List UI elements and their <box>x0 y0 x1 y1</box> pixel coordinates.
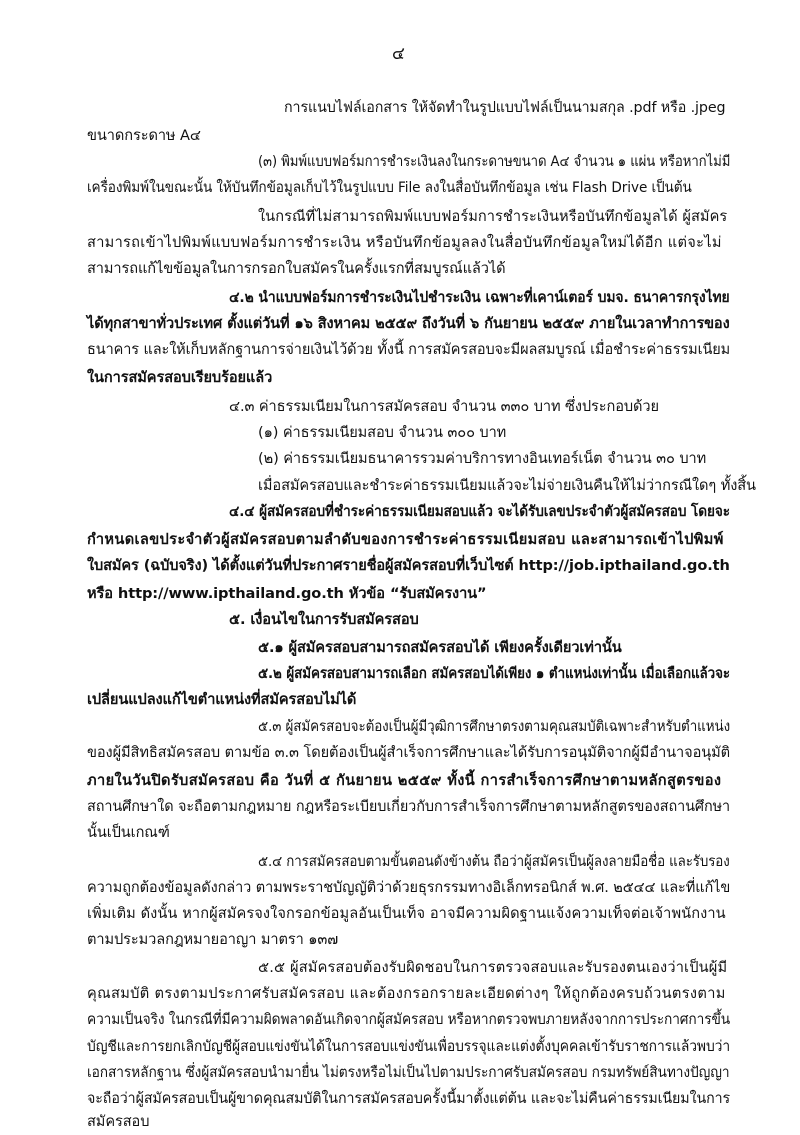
text-line: (๑) ค่าธรรมเนียมสอบ จำนวน ๓๐๐ บาท <box>258 424 507 441</box>
text-line: สมัครสอบ <box>87 1113 150 1130</box>
text-line: ๕.๔ การสมัครสอบตามขั้นตอนดังข้างต้น ถือว่าผู้สมัครเป็นผู้ลงลายมือชื่อ และรับรอง <box>258 853 730 870</box>
text-line: ๕.๓ ผู้สมัครสอบจะต้องเป็นผู้มีวุฒิการศึกษาตรงตามคุณสมบัติเฉพาะสำหรับตำแหน่ง <box>258 718 731 735</box>
page-number: ๔ <box>392 44 405 64</box>
text-line: ๕.๕ ผู้สมัครสอบต้องรับผิดชอบในการตรวจสอบและรับรองตนเองว่าเป็นผู้มี <box>258 959 728 976</box>
text-line: ในการสมัครสอบเรียบร้อยแล้ว <box>87 369 273 386</box>
text-line: จะถือว่าผู้สมัครสอบเป็นผู้ขาดคุณสมบัติในการสมัครสอบครั้งนี้มาตั้งแต่ต้น และจะไม่คืนค่าธรรมเนียมในการ <box>87 1090 731 1107</box>
text-line: ได้ทุกสาขาทั่วประเทศ ตั้งแต่วันที่ ๑๖ สิงหาคม ๒๕๕๙ ถึงวันที่ ๖ กันยายน ๒๕๕๙ ภายในเวลาทำการของ <box>87 315 730 332</box>
text-line: เครื่องพิมพ์ในขณะนั้น ให้บันทึกข้อมูลเก็บไว้ในรูปแบบ File ลงในสื่อบันทึกข้อมูล เช่น Flash Drive เป็นต้น <box>87 179 692 196</box>
text-line: เอกสารหลักฐาน ซึ่งผู้สมัครสอบนำมายื่น ไม่ตรงหรือไม่เป็นไปตามประกาศรับสมัครสอบ กรมทรัพย์สินทางปัญญา <box>87 1064 730 1081</box>
text-line: ใบสมัคร (ฉบับจริง) ได้ตั้งแต่วันที่ประกาศรายชื่อผู้สมัครสอบที่เว็บไซต์ http://job.ipthailand.go.th <box>87 557 730 574</box>
text-line: นั้นเป็นเกณฑ์ <box>87 824 170 841</box>
text-line: ๔.๓ ค่าธรรมเนียมในการสมัครสอบ จำนวน ๓๓๐ บาท ซึ่งประกอบด้วย <box>229 398 659 415</box>
text-line: (๒) ค่าธรรมเนียมธนาคารรวมค่าบริการทางอินเทอร์เน็ต จำนวน ๓๐ บาท <box>258 450 707 467</box>
text-line: ๔.๒ นำแบบฟอร์มการชำระเงินไปชำระเงิน เฉพาะที่เคาน์เตอร์ บมจ. ธนาคารกรุงไทย <box>229 289 730 306</box>
text-line: เปลี่ยนแปลงแก้ไขตำแหน่งที่สมัครสอบไม่ได้ <box>87 691 357 708</box>
text-line: หรือ http://www.ipthailand.go.th หัวข้อ “รับสมัครงาน” <box>87 585 487 602</box>
text-line: สามารถแก้ไขข้อมูลในการกรอกใบสมัครในครั้งแรกที่สมบูรณ์แล้วได้ <box>87 260 506 277</box>
text-line: ๔.๔ ผู้สมัครสอบที่ชำระค่าธรรมเนียมสอบแล้ว จะได้รับเลขประจำตัวผู้สมัครสอบ โดยจะ <box>229 503 730 520</box>
text-line: ขนาดกระดาษ A๔ <box>87 127 201 144</box>
text-line: คุณสมบัติ ตรงตามประกาศรับสมัครสอบ และต้องกรอกรายละเอียดต่างๆ ให้ถูกต้องครบถ้วนตรงตาม <box>87 985 726 1002</box>
text-line: ธนาคาร และให้เก็บหลักฐานการจ่ายเงินไว้ด้วย ทั้งนี้ การสมัครสอบจะมีผลสมบูรณ์ เมื่อชำระค่าธรรมเนียม <box>87 341 731 358</box>
text-line: ความถูกต้องข้อมูลดังกล่าว ตามพระราชบัญญัติว่าด้วยธุรกรรมทางอิเล็กทรอนิกส์ พ.ศ. ๒๕๔๔ และที่แก้ไข <box>87 879 731 896</box>
text-line: ตามประมวลกฎหมายอาญา มาตรา ๑๓๗ <box>87 931 339 948</box>
text-line: กำหนดเลขประจำตัวผู้สมัครสอบตามลำดับของการชำระค่าธรรมเนียมสอบ และสามารถเข้าไปพิมพ์ <box>87 531 724 548</box>
text-line: เพิ่มเติม ดังนั้น หากผู้สมัครจงใจกรอกข้อมูลอันเป็นเท็จ อาจมีความผิดฐานแจ้งความเท็จต่อเจ้าพนักงาน <box>87 905 726 922</box>
text-line: บัญชีและการยกเลิกบัญชีผู้สอบแข่งขันได้ในการสอบแข่งขันเพื่อบรรจุและแต่งตั้งบุคคลเข้ารับราชการแล้วพบว่า <box>87 1038 731 1055</box>
text-line: สถานศึกษาใด จะถือตามกฎหมาย กฎหรือระเบียบเกี่ยวกับการสำเร็จการศึกษาตามหลักสูตรของสถานศึกษา <box>87 798 731 815</box>
text-line: ของผู้มีสิทธิสมัครสอบ ตามข้อ ๓.๓ โดยต้องเป็นผู้สำเร็จการศึกษาและได้รับการอนุมัติจากผู้มีอำนาจอนุมัติ <box>87 744 731 761</box>
text-line: ภายในวันปิดรับสมัครสอบ คือ วันที่ ๕ กันยายน ๒๕๕๙ ทั้งนี้ การสำเร็จการศึกษาตามหลักสูตรของ <box>87 772 722 789</box>
text-line: (๓) พิมพ์แบบฟอร์มการชำระเงินลงในกระดาษขนาด A๔ จำนวน ๑ แผ่น หรือหากไม่มี <box>258 153 731 170</box>
section-heading: ๕. เงื่อนไขในการรับสมัครสอบ <box>229 611 419 628</box>
text-line: ๕.๒ ผู้สมัครสอบสามารถเลือก สมัครสอบได้เพียง ๑ ตำแหน่งเท่านั้น เมื่อเลือกแล้วจะ <box>258 665 730 682</box>
text-line: การแนบไฟล์เอกสาร ให้จัดทำในรูปแบบไฟล์เป็นนามสกุล .pdf หรือ .jpeg <box>284 99 726 116</box>
text-line: ๕.๑ ผู้สมัครสอบสามารถสมัครสอบได้ เพียงครั้งเดียวเท่านั้น <box>258 639 622 656</box>
text-line: ความเป็นจริง ในกรณีที่มีความผิดพลาดอันเกิดจากผู้สมัครสอบ หรือหากตรวจพบภายหลังจากการประกาศการขึ้น <box>87 1011 731 1028</box>
text-line: สามารถเข้าไปพิมพ์แบบฟอร์มการชำระเงิน หรือบันทึกข้อมูลลงในสื่อบันทึกข้อมูลใหม่ได้อีก แต่จะไม่ <box>87 234 722 251</box>
text-line: ในกรณีที่ไม่สามารถพิมพ์แบบฟอร์มการชำระเงินหรือบันทึกข้อมูลได้ ผู้สมัคร <box>258 208 728 225</box>
text-line: เมื่อสมัครสอบและชำระค่าธรรมเนียมแล้วจะไม่จ่ายเงินคืนให้ไม่ว่ากรณีใดๆ ทั้งสิ้น <box>258 477 756 494</box>
